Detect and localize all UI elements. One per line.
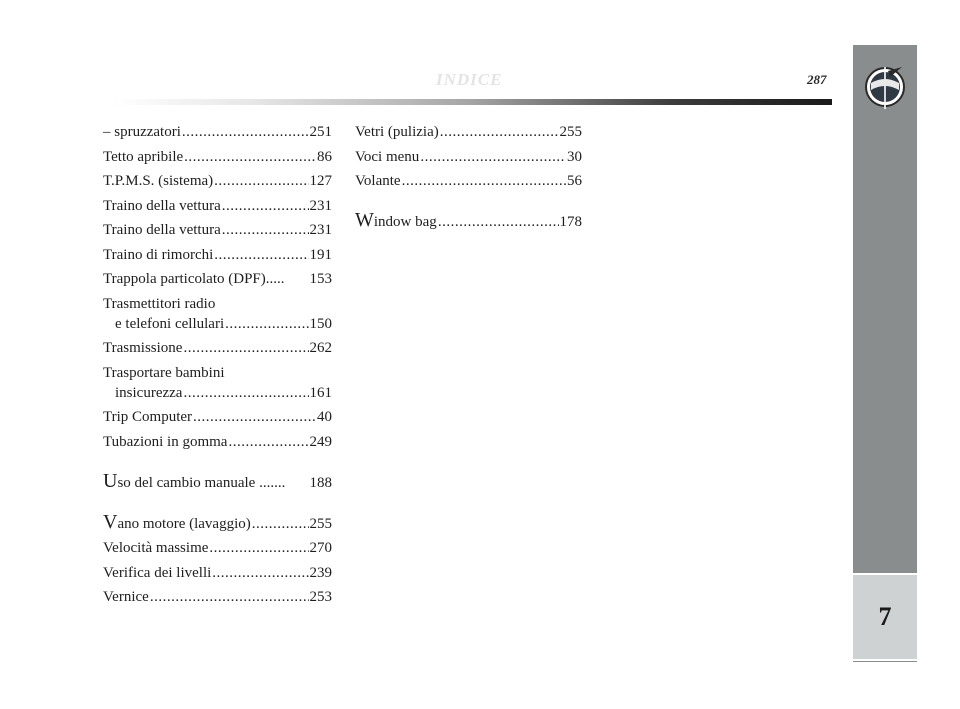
index-entry[interactable]: Tubazioni in gomma ..... 249 <box>103 434 332 451</box>
index-entry[interactable]: Trasmettitori radio e telefoni cellulari ..... 150 <box>103 296 332 333</box>
index-entry[interactable]: Velocità massime ..... 270 <box>103 540 332 557</box>
index-entry[interactable]: Trasportare bambini insicurezza ..... 161 <box>103 365 332 402</box>
section-initial: U <box>103 469 118 492</box>
index-entry[interactable]: T.P.M.S. (sistema) ..... 127 <box>103 173 332 190</box>
chapter-number: 7 <box>878 602 892 631</box>
index-entry[interactable]: Traino di rimorchi ..... 191 <box>103 247 332 264</box>
index-column-right <box>355 124 582 239</box>
index-column-left <box>103 124 332 614</box>
index-entry-section-u[interactable]: U so del cambio manuale ....... 188 <box>103 469 332 492</box>
index-entry[interactable]: Vetri (pulizia) ..... 255 <box>355 124 582 141</box>
section-title: INDICE <box>436 70 503 89</box>
section-initial: W <box>355 209 374 231</box>
index-entry-section-w[interactable]: W indow bag ..... 178 <box>355 212 582 231</box>
index-entry[interactable]: Volante ..... 56 <box>355 173 582 190</box>
index-entry[interactable]: Verifica dei livelli ..... 239 <box>103 565 332 582</box>
index-entry[interactable]: Tetto apribile ..... 86 <box>103 149 332 166</box>
chapter-side-strip <box>853 45 917 662</box>
index-entry[interactable]: Traino della vettura ..... 231 <box>103 222 332 239</box>
page-number: 287 <box>807 72 827 87</box>
index-entry[interactable]: Trip Computer ..... 40 <box>103 409 332 426</box>
header-rule <box>112 99 832 105</box>
index-entry[interactable]: – spruzzatori ..... 251 <box>103 124 332 141</box>
section-initial: V <box>103 510 118 533</box>
index-entry[interactable]: Trasmissione ..... 262 <box>103 340 332 357</box>
index-entry-section-v[interactable]: V ano motore (lavaggio) ..... 255 <box>103 514 332 533</box>
index-entry[interactable]: Trappola particolato (DPF)..... 153 <box>103 271 332 287</box>
chapter-tab[interactable] <box>853 573 917 661</box>
lancia-logo-icon <box>853 45 917 133</box>
index-entry[interactable]: Vernice ..... 253 <box>103 589 332 606</box>
index-entry[interactable]: Voci menu ..... 30 <box>355 149 582 166</box>
index-entry[interactable]: Traino della vettura ..... 231 <box>103 198 332 215</box>
